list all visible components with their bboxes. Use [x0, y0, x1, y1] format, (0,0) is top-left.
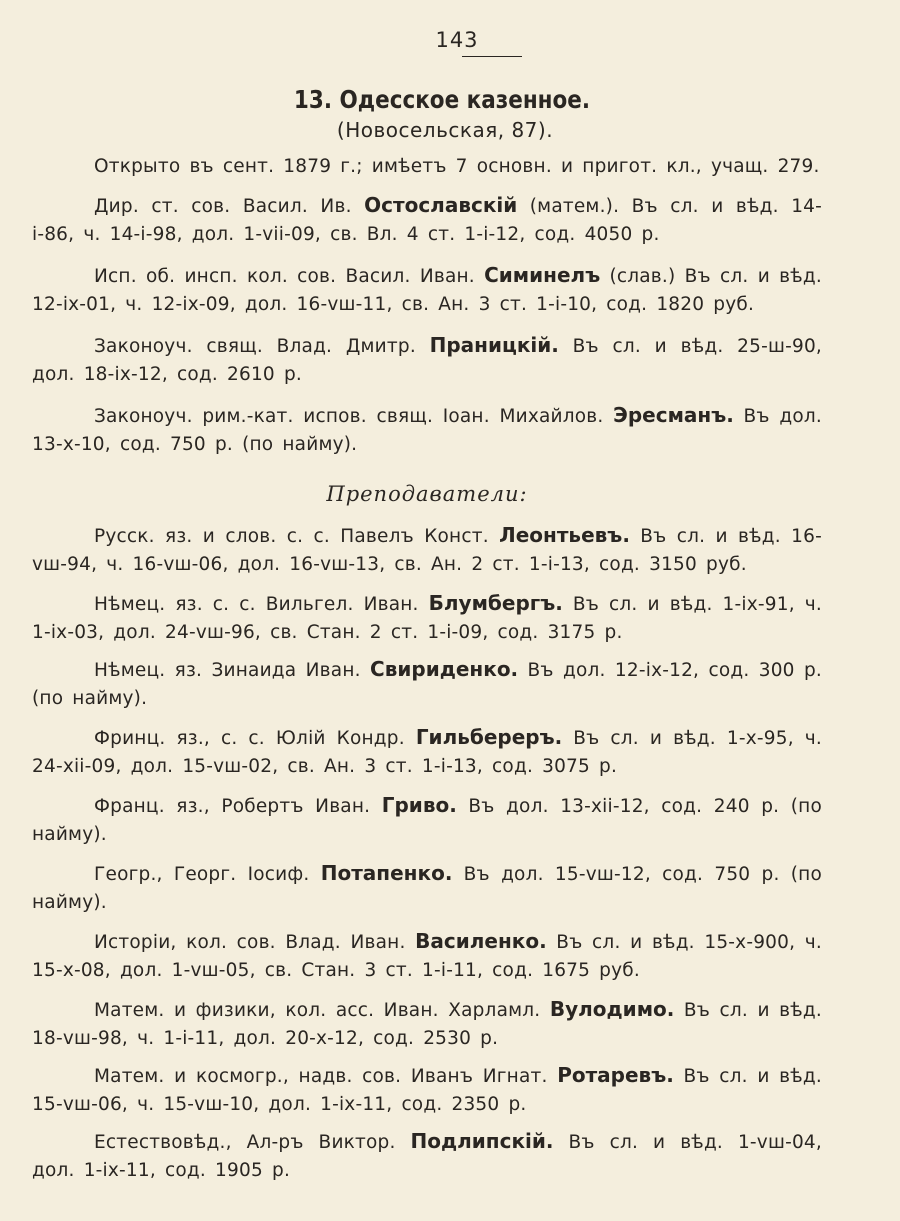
section-address: (Новосельская, 87).	[336, 118, 554, 142]
entry-surname: Симинелъ	[484, 263, 601, 287]
entry-position: Исп. об. инсп. кол. сов. Васил. Иван.	[94, 266, 485, 287]
intro-paragraph: Открыто въ сент. 1879 г.; имѣетъ 7 основн. и пригот. кл., учащ. 279.	[94, 156, 820, 177]
entry-surname: Эресманъ.	[613, 403, 734, 427]
entry-service-record: Въ сл. и вѣд. 1-іх-91, ч. 1-іх-03, дол. 24-vш-96, св. Стан. 2 ст. 1-і-09, сод. 3175 р.	[32, 594, 823, 643]
staff-entry	[32, 589, 822, 647]
administration-list	[32, 191, 822, 459]
entry-service-record: Въ сл. и вѣд. 1-vш-04, дол. 1-іх-11, сод. 1905 р.	[32, 1132, 822, 1181]
entry-surname: Подлипскій.	[410, 1129, 554, 1153]
entry-service-record: Въ сл. и вѣд. 1-х-95, ч. 24-хіі-09, дол. 15-vш-02, св. Ан. 3 ст. 1-і-13, сод. 3075 р.	[32, 728, 822, 777]
page-number-rule	[462, 56, 522, 57]
staff-entry	[32, 401, 822, 459]
teachers-heading: Преподаватели:	[326, 482, 528, 506]
entry-surname: Остославскій	[364, 193, 518, 217]
entry-position: Русск. яз. и слов. с. с. Павелъ Конст.	[94, 526, 500, 547]
entry-position: Матем. и космогр., надв. сов. Иванъ Игнат.	[94, 1066, 558, 1087]
entry-service-record: Въ сл. и вѣд. 16-vш-94, ч. 16-vш-06, дол. 16-vш-13, св. Ан. 2 ст. 1-і-13, сод. 3150 руб.	[32, 526, 822, 575]
teachers-list	[32, 521, 822, 1185]
entry-position: Законоуч. свящ. Влад. Дмитр.	[94, 336, 430, 357]
entry-surname: Праницкій.	[429, 333, 559, 357]
staff-entry	[32, 791, 822, 849]
entry-service-record: Въ сл. и вѣд. 15-vш-06, ч. 15-vш-10, дол. 1-іх-11, сод. 2350 р.	[32, 1066, 822, 1115]
entry-service-record: Въ сл. и вѣд. 15-х-900, ч. 15-х-08, дол. 1-vш-05, св. Стан. 3 ст. 1-і-11, сод. 1675 руб.	[32, 932, 822, 981]
staff-entry	[32, 859, 822, 917]
entry-position: Дир. ст. сов. Васил. Ив.	[94, 196, 365, 217]
entry-surname: Свириденко.	[370, 657, 519, 681]
entry-service-record: Въ дол. 12-іх-12, сод. 300 р. (по найму).	[32, 660, 822, 709]
entry-surname: Вулодимо.	[549, 997, 675, 1021]
staff-entry	[32, 191, 822, 249]
entry-surname: Потапенко.	[320, 861, 453, 885]
entry-position: Геогр., Георг. Іосиф.	[94, 864, 321, 885]
entry-service-record: Въ дол. 13-хіі-12, сод. 240 р. (по найму).	[32, 796, 823, 845]
entry-position: Матем. и физики, кол. асс. Иван. Харламл.	[94, 1000, 550, 1021]
staff-entry	[32, 521, 822, 579]
entry-service-record: Въ дол. 13-х-10, сод. 750 р. (по найму).	[32, 406, 822, 455]
entry-service-record: Въ сл. и вѣд. 18-vш-98, ч. 1-і-11, дол. 20-х-12, сод. 2530 р.	[32, 1000, 822, 1049]
entry-position: Нѣмец. яз. Зинаида Иван.	[94, 660, 371, 681]
entry-position: Нѣмец. яз. с. с. Вильгел. Иван.	[94, 594, 429, 615]
entry-service-record: (слав.) Въ сл. и вѣд. 12-іх-01, ч. 12-іх-09, дол. 16-vш-11, св. Ан. 3 ст. 1-і-10, сод. 1820 руб.	[32, 266, 822, 315]
staff-entry	[32, 261, 822, 319]
entry-service-record: Въ дол. 15-vш-12, сод. 750 р. (по найму).	[32, 864, 822, 913]
staff-entry	[32, 927, 822, 985]
staff-entry	[32, 331, 822, 389]
entry-service-record: (матем.). Въ сл. и вѣд. 14-і-86, ч. 14-і-98, дол. 1-vіі-09, св. Вл. 4 ст. 1-і-12, сод. 4050 р.	[32, 196, 823, 245]
staff-entry	[32, 723, 822, 781]
staff-entry	[32, 1127, 822, 1185]
staff-entry	[32, 995, 822, 1053]
entry-position: Законоуч. рим.-кат. испов. свящ. Іоан. Михайлов.	[94, 406, 614, 427]
entry-position: Естествовѣд., Ал-ръ Виктор.	[94, 1132, 411, 1153]
entry-position: Фринц. яз., с. с. Юлій Кондр.	[94, 728, 416, 749]
staff-entry	[32, 655, 822, 713]
entry-surname: Блумбергъ.	[428, 591, 563, 615]
section-title: 13. Одесское казенное.	[293, 85, 591, 114]
entry-service-record: Въ сл. и вѣд. 25-ш-90, дол. 18-іх-12, сод. 2610 р.	[32, 336, 822, 385]
entry-surname: Гильбереръ.	[415, 725, 563, 749]
entry-position: Франц. яз., Робертъ Иван.	[94, 796, 382, 817]
entry-surname: Гриво.	[381, 793, 457, 817]
page-number: 143	[435, 28, 479, 52]
entry-surname: Василенко.	[415, 929, 547, 953]
staff-entry	[32, 1061, 822, 1119]
entry-position: Исторіи, кол. сов. Влад. Иван.	[94, 932, 416, 953]
entry-surname: Леонтьевъ.	[499, 523, 630, 547]
entry-surname: Ротаревъ.	[557, 1063, 674, 1087]
